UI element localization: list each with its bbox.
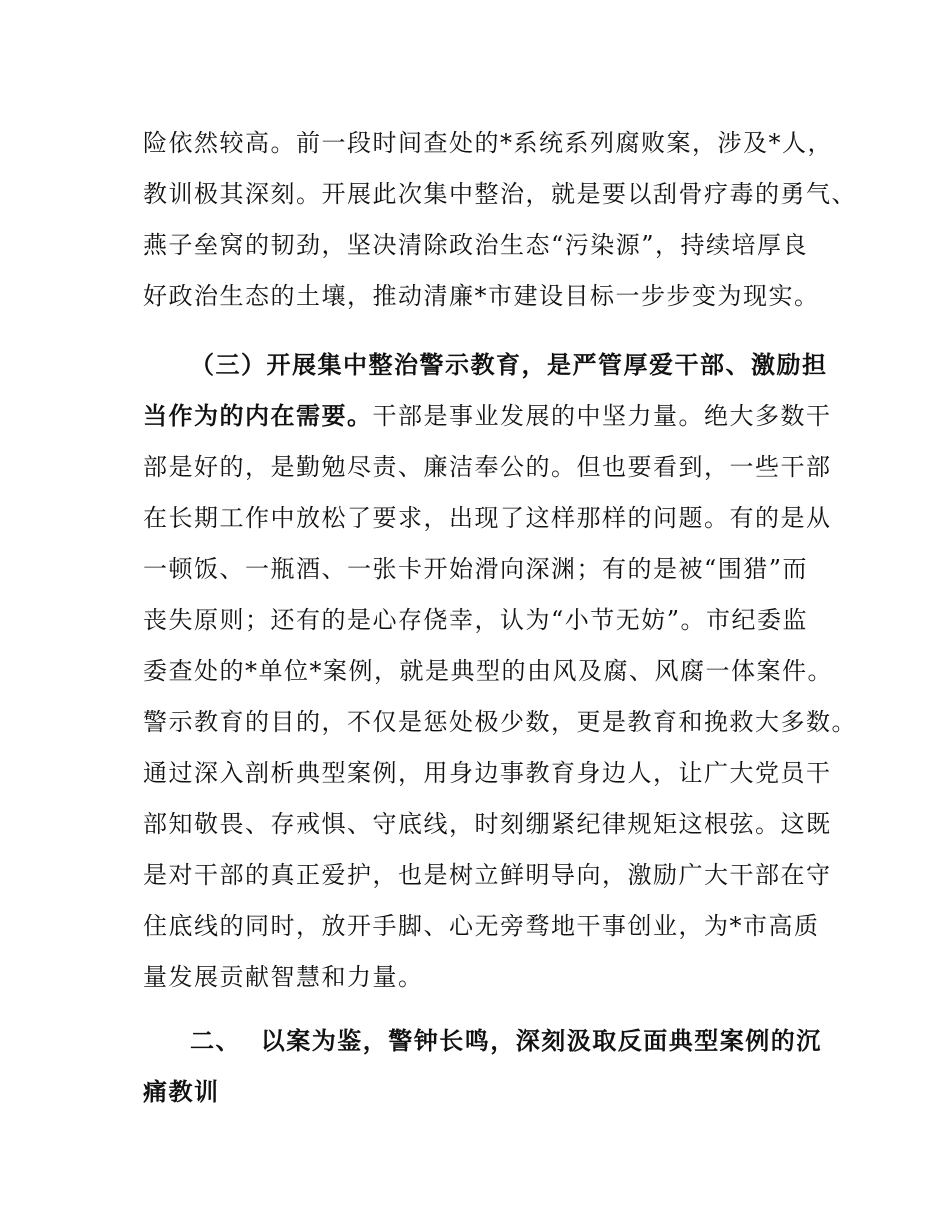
paragraph-line: 委查处的*单位*案例，就是典型的由风及腐、风腐一体案件。 <box>143 657 833 685</box>
paragraph-line: 部知敬畏、存戒惧、守底线，时刻绷紧纪律规矩这根弦。这既 <box>143 810 832 838</box>
paragraph-line: 丧失原则；还有的是心存侥幸，认为“小节无妨”。市纪委监 <box>143 606 809 634</box>
paragraph-line: 警示教育的目的，不仅是惩处极少数，更是教育和挽救大多数。 <box>143 708 857 736</box>
paragraph-line: 燕子垒窝的韧劲，坚决清除政治生态“污染源”，持续培厚良 <box>143 231 809 259</box>
subsection-heading: （三）开展集中整治警示教育，是严管厚爱干部、激励担 <box>190 351 828 379</box>
paragraph-line: 通过深入剖析典型案例，用身边事教育身边人，让广大党员干 <box>143 759 832 787</box>
paragraph-line: 教训极其深刻。开展此次集中整治，就是要以刮骨疗毒的勇气、 <box>143 180 857 208</box>
paragraph-line: 量发展贡献智慧和力量。 <box>143 963 424 991</box>
paragraph-line: 住底线的同时，放开手脚、心无旁骛地干事创业，为*市高质 <box>143 912 820 940</box>
paragraph-line: 好政治生态的土壤，推动清廉*市建设目标一步步变为现实。 <box>143 282 820 310</box>
paragraph-line <box>143 401 832 431</box>
section-heading-continuation: 痛教训 <box>143 1078 220 1106</box>
paragraph-line: 险依然较高。前一段时间查处的*系统系列腐败案，涉及*人， <box>143 129 833 157</box>
section-heading: 二、 以案为鉴，警钟长鸣，深刻汲取反面典型案例的沉 <box>190 1027 822 1055</box>
paragraph-line: 一顿饭、一瓶酒、一张卡开始滑向深渊；有的是被“围猎”而 <box>143 555 809 583</box>
paragraph-line: 在长期工作中放松了要求，出现了这样那样的问题。有的是从 <box>143 504 832 532</box>
paragraph-line: 部是好的，是勤勉尽责、廉洁奉公的。但也要看到，一些干部 <box>143 453 832 481</box>
subsection-heading-continuation: 当作为的内在需要。 <box>143 402 373 430</box>
paragraph-text: 干部是事业发展的中坚力量。绝大多数干 <box>372 402 832 430</box>
paragraph-line: 是对干部的真正爱护，也是树立鲜明导向，激励广大干部在守 <box>143 861 832 889</box>
